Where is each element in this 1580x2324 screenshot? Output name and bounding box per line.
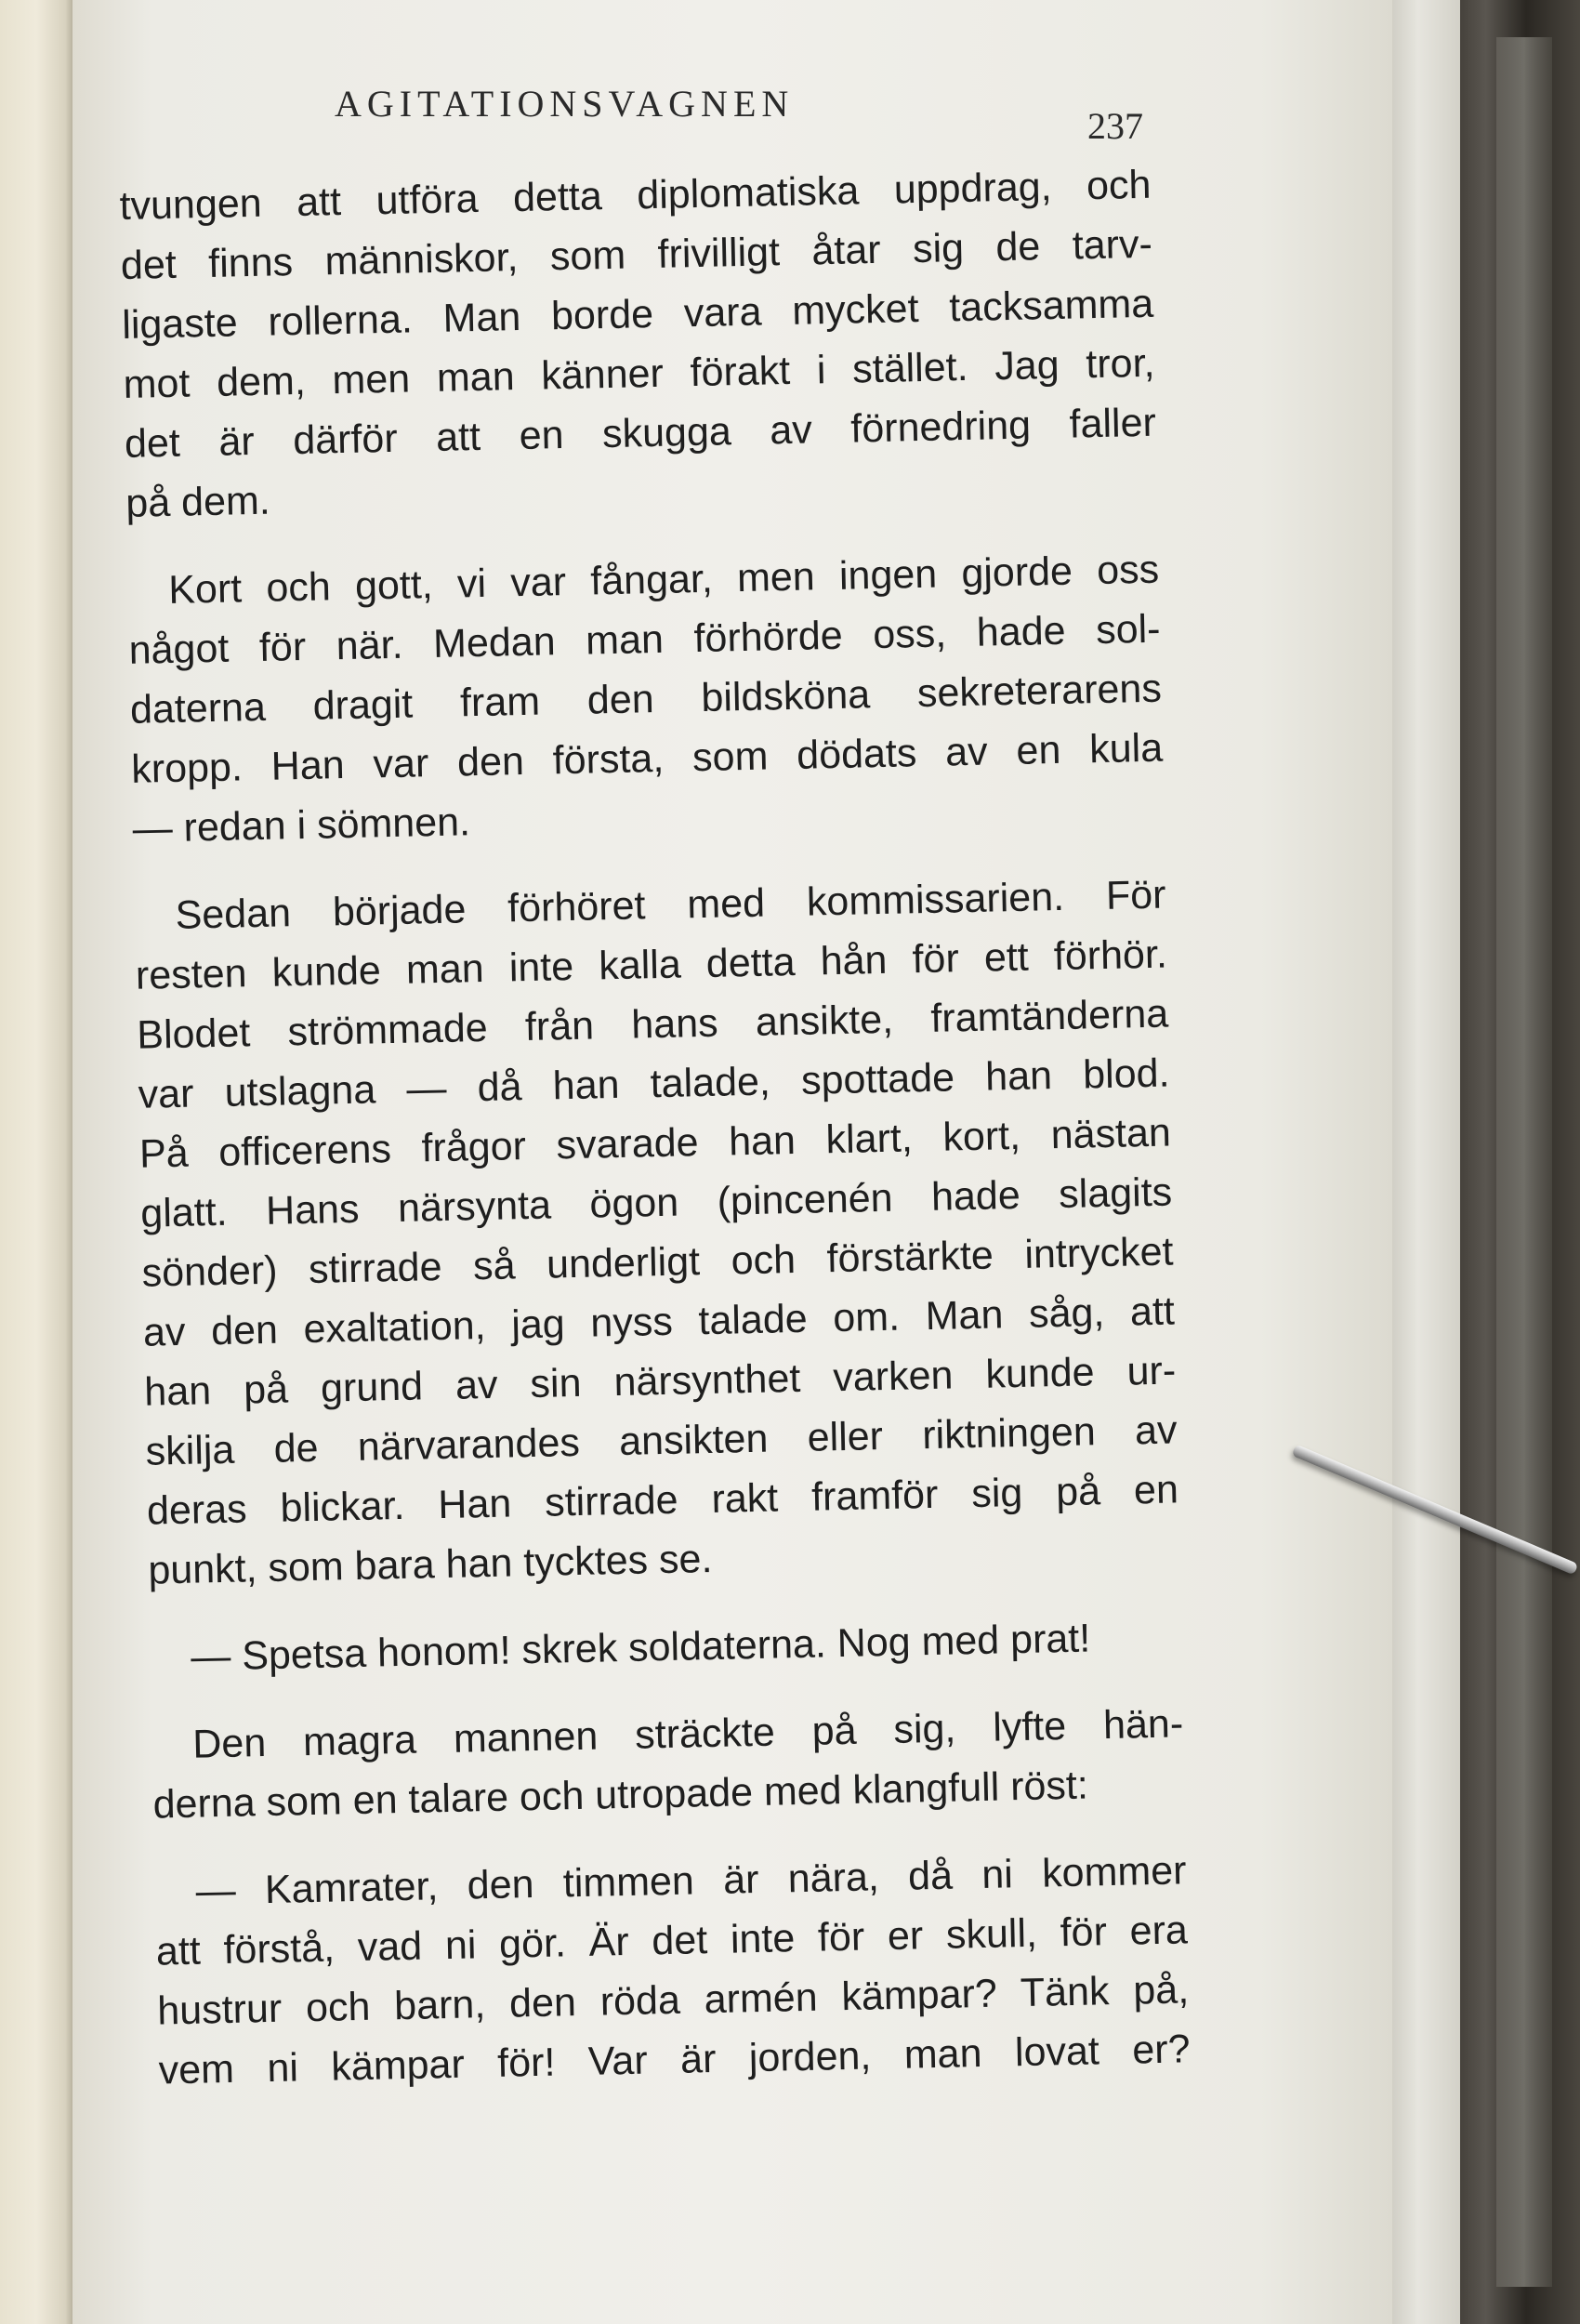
text-line: daterna dragit fram den bildsköna sekreterarens bbox=[129, 666, 1163, 733]
page-number: 237 bbox=[1087, 105, 1143, 147]
text-line: skilja de närvarandes ansikten eller riktningen av bbox=[145, 1407, 1178, 1474]
running-header: AGITATIONSVAGNEN bbox=[335, 83, 795, 125]
text-line: tvungen att utföra detta diplomatiska uppdrag, och bbox=[119, 162, 1152, 229]
text-line: kropp. Han var den första, som dödats av en kula bbox=[130, 725, 1164, 792]
body-text bbox=[119, 155, 1191, 2101]
text-line: han på grund av sin närsynthet varken kunde ur- bbox=[143, 1348, 1177, 1415]
text-line: På officerens frågor svarade han klart, kort, nästan bbox=[138, 1110, 1172, 1177]
text-line: mot dem, men man känner förakt i stället. Jag tror, bbox=[123, 340, 1155, 407]
text-line: på dem. bbox=[125, 478, 271, 526]
paragraph bbox=[119, 155, 1158, 534]
text-line: Sedan började förhöret med kommissarien. För bbox=[175, 872, 1166, 938]
text-line: sönder) stirrade så underligt och förstärkte intrycket bbox=[141, 1229, 1174, 1296]
text-line: — Spetsa honom! skrek soldaterna. Nog med prat! bbox=[190, 1616, 1091, 1680]
paragraph bbox=[134, 865, 1180, 1601]
text-line: var utslagna — då han talade, spottade han blod. bbox=[138, 1050, 1170, 1117]
text-line: hustrur och barn, den röda armén kämpar? Tänk på, bbox=[156, 1967, 1190, 2034]
text-line: derna som en talare och utropade med klangfull röst: bbox=[152, 1763, 1089, 1828]
text-line: det finns människor, som frivilligt åtar sig de tarv- bbox=[120, 221, 1153, 288]
plastic-cover-sheen bbox=[1496, 37, 1552, 2287]
text-line: — redan i sömnen. bbox=[132, 799, 471, 852]
left-page-edge bbox=[0, 0, 74, 2324]
text-line: ligaste rollerna. Man borde vara mycket tacksamma bbox=[121, 281, 1154, 348]
paragraph bbox=[151, 1694, 1185, 1834]
text-line: Blodet strömmade från hans ansikte, framtänderna bbox=[136, 991, 1169, 1058]
text-line: glatt. Hans närsynta ögon (pincenén hade slagits bbox=[139, 1169, 1173, 1236]
text-line: Den magra mannen sträckte på sig, lyfte hän- bbox=[191, 1701, 1184, 1767]
text-line: — Kamrater, den timmen är nära, då ni kommer bbox=[195, 1848, 1187, 1914]
text-line: det är därför att en skugga av förnedring faller bbox=[124, 400, 1157, 467]
text-line: av den exaltation, jag nyss talade om. Man såg, att bbox=[142, 1288, 1176, 1355]
text-line: deras blickar. Han stirrade rakt framför sig på en bbox=[146, 1467, 1179, 1534]
text-line: att förstå, vad ni gör. Är det inte för er skull, för era bbox=[155, 1908, 1189, 1974]
paragraph bbox=[127, 540, 1165, 859]
text-line: Kort och gott, vi var fångar, men ingen gjorde oss bbox=[167, 547, 1160, 613]
text-line: punkt, som bara han tycktes se. bbox=[147, 1536, 713, 1593]
text-line: resten kunde man inte kalla detta hån för ett förhör. bbox=[135, 931, 1168, 998]
next-page-edge bbox=[1389, 0, 1460, 2324]
paragraph bbox=[154, 1841, 1191, 2100]
text-line: något för när. Medan man förhörde oss, hade sol- bbox=[128, 606, 1161, 673]
text-line: vem ni kämpar för! Var är jorden, man lovat er? bbox=[158, 2027, 1191, 2093]
